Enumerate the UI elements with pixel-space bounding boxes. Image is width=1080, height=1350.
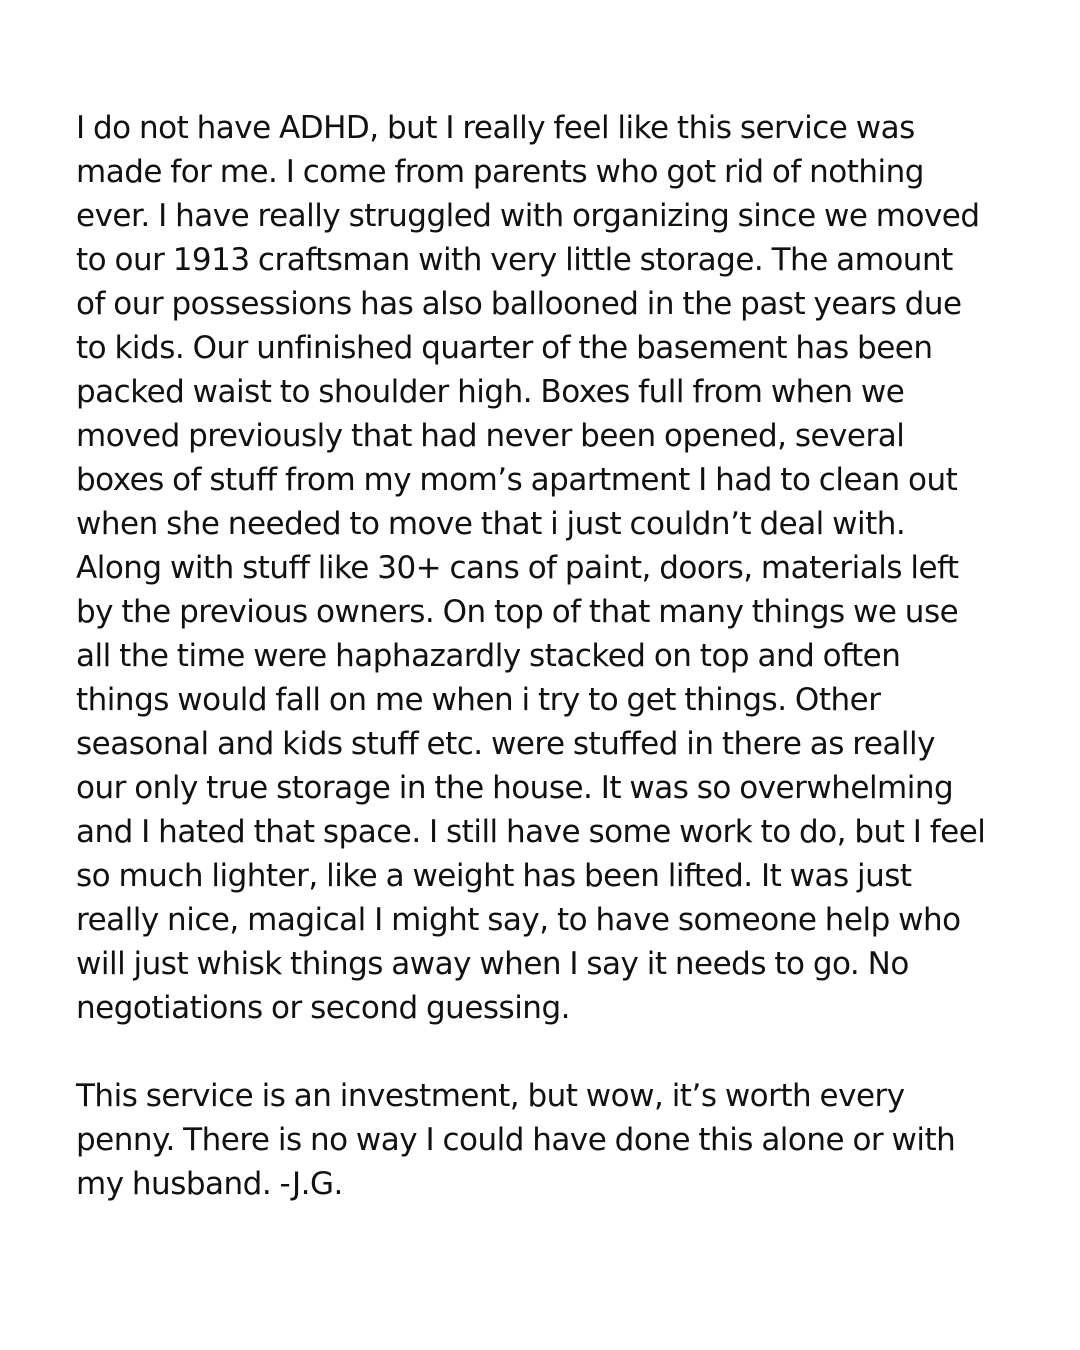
- testimonial-text: [76, 106, 1016, 1206]
- testimonial-line: I do not have ADHD, but I really feel like this service was: [76, 110, 915, 146]
- testimonial-signature-line: my husband. -J.G.: [76, 1166, 343, 1202]
- testimonial-line: to our 1913 craftsman with very little storage. The amount: [76, 242, 953, 278]
- testimonial-line: of our possessions has also ballooned in the past years due: [76, 286, 962, 322]
- testimonial-line: by the previous owners. On top of that many things we use: [76, 594, 959, 630]
- testimonial-line: really nice, magical I might say, to have someone help who: [76, 902, 961, 938]
- testimonial-line: things would fall on me when i try to get things. Other: [76, 682, 881, 718]
- testimonial-paragraph-1: [76, 106, 1016, 1030]
- testimonial-line: our only true storage in the house. It was so overwhelming: [76, 770, 954, 806]
- testimonial-line: all the time were haphazardly stacked on top and often: [76, 638, 901, 674]
- testimonial-line: seasonal and kids stuff etc. were stuffed in there as really: [76, 726, 935, 762]
- testimonial-line: and I hated that space. I still have some work to do, but I feel: [76, 814, 986, 850]
- testimonial-line: so much lighter, like a weight has been lifted. It was just: [76, 858, 912, 894]
- testimonial-line: moved previously that had never been opened, several: [76, 418, 905, 454]
- testimonial-line: Along with stuff like 30+ cans of paint, doors, materials left: [76, 550, 959, 586]
- testimonial-line: made for me. I come from parents who got rid of nothing: [76, 154, 924, 190]
- testimonial-line: boxes of stuff from my mom’s apartment I had to clean out: [76, 462, 958, 498]
- paragraph-gap: [76, 1030, 1016, 1074]
- testimonial-line: when she needed to move that i just couldn’t deal with.: [76, 506, 906, 542]
- testimonial-line: This service is an investment, but wow, it’s worth every: [76, 1078, 905, 1114]
- testimonial-line: packed waist to shoulder high. Boxes full from when we: [76, 374, 905, 410]
- testimonial-line: ever. I have really struggled with organizing since we moved: [76, 198, 980, 234]
- testimonial-line: penny. There is no way I could have done this alone or with: [76, 1122, 956, 1158]
- testimonial-line: will just whisk things away when I say it needs to go. No: [76, 946, 909, 982]
- testimonial-paragraph-2: [76, 1074, 1016, 1206]
- testimonial-line: to kids. Our unfinished quarter of the basement has been: [76, 330, 933, 366]
- testimonial-line: negotiations or second guessing.: [76, 990, 570, 1026]
